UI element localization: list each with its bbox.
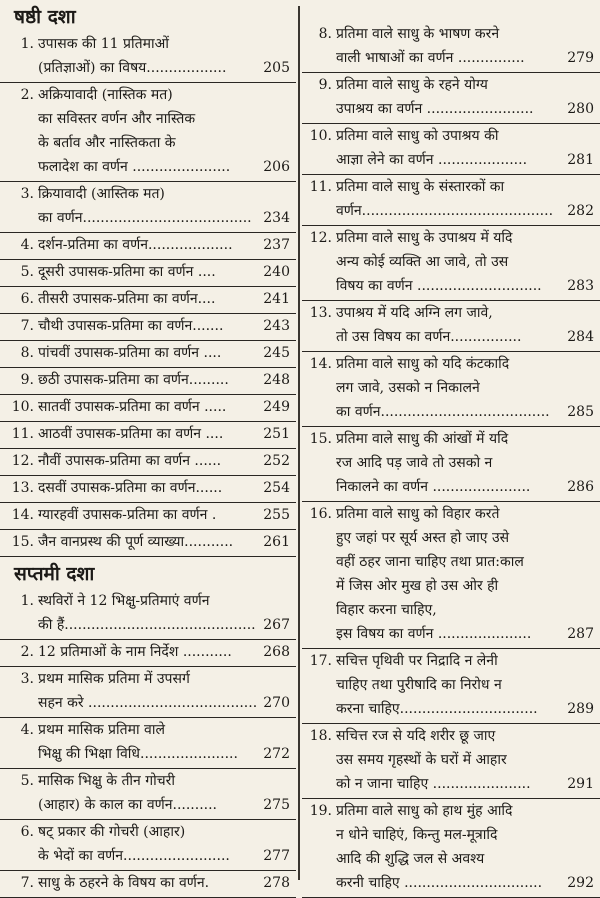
entry-title-line: रज आदि पड़ जावे तो उसको न	[336, 455, 493, 471]
entry-number: 8.	[318, 26, 332, 42]
entry-title-line: जैन वानप्रस्थ की पूर्ण व्याख्या...........	[38, 534, 234, 550]
entry-number: 13.	[11, 480, 34, 496]
entry-title-line: का सविस्तर वर्णन और नास्तिक	[38, 111, 196, 127]
toc-entry	[0, 83, 296, 182]
entry-number: 12.	[309, 230, 332, 246]
entry-title-line: फलादेश का वर्णन ......................	[38, 159, 231, 175]
toc-entry	[302, 301, 600, 352]
entry-title-line: सचित्त पृथिवी पर निद्रादि न लेनी	[336, 653, 498, 669]
entry-title-line: को न जाना चाहिए ......................	[336, 776, 531, 792]
page-number: 291	[564, 772, 594, 796]
entry-title-line: चौथी उपासक-प्रतिमा का वर्णन.......	[38, 318, 224, 334]
section-heading: षष्ठी दशा	[14, 6, 76, 28]
entry-number: 15.	[309, 431, 332, 447]
entry-title-line: सचित्त रज से यदि शरीर छू जाए	[336, 728, 496, 744]
toc-entry	[0, 314, 296, 341]
entry-title-line: के बर्ताव और नास्तिकता के	[38, 135, 176, 151]
page-number: 245	[260, 341, 290, 365]
toc-entry	[0, 368, 296, 395]
page-number: 234	[260, 206, 290, 230]
entry-title-line: स्थविरों ने 12 भिक्षु-प्रतिमाएं वर्णन	[38, 593, 210, 609]
entry-title-line: इस विषय का वर्णन .....................	[336, 626, 532, 642]
toc-entry	[0, 182, 296, 233]
entry-title-line: की हैं...........................................	[38, 617, 256, 633]
toc-entry	[302, 226, 600, 301]
entry-title-line: प्रतिमा वाले साधु को हाथ मुंह आदि	[336, 803, 513, 819]
page-number: 284	[564, 325, 594, 349]
entry-title-line: सातवीं उपासक-प्रतिमा का वर्णन .....	[38, 399, 227, 415]
entry-title-line: साधु के ठहरने के विषय का वर्णन.	[38, 875, 210, 891]
entry-title-line: का वर्णन......................................	[38, 210, 252, 226]
entry-number: 1.	[20, 593, 34, 609]
toc-entry	[302, 799, 600, 898]
entry-title-line: उपासक की 11 प्रतिमाओं	[38, 36, 169, 52]
page-number: 281	[564, 148, 594, 172]
toc-entry	[0, 503, 296, 530]
page-number: 252	[260, 449, 290, 473]
page-number: 267	[260, 613, 290, 637]
entry-title-line: न धोने चाहिएं, किन्तु मल-मूत्रादि	[336, 827, 498, 843]
entry-number: 3.	[20, 671, 34, 687]
entry-title-line: का वर्णन......................................	[336, 404, 550, 420]
entry-title-line: निकालने का वर्णन ......................	[336, 479, 531, 495]
entry-number: 7.	[20, 318, 34, 334]
page-number: 278	[260, 871, 290, 895]
entry-title-line: प्रतिमा वाले साधु को विहार करते	[336, 506, 500, 522]
page-number: 272	[260, 742, 290, 766]
toc-entry	[0, 871, 296, 898]
page-number: 243	[260, 314, 290, 338]
entry-title-line: प्रतिमा वाले साधु की आंखों में यदि	[336, 431, 509, 447]
entry-title-line: वर्णन...........................................	[336, 203, 554, 219]
entry-number: 9.	[318, 77, 332, 93]
entry-number: 10.	[309, 128, 332, 144]
entry-title-line: मासिक भिक्षु के तीन गोचरी	[38, 773, 176, 789]
page-number: 286	[564, 475, 594, 499]
toc-entry	[302, 22, 600, 73]
right-column	[300, 0, 600, 891]
entry-title-line: तो उस विषय का वर्णन................	[336, 329, 522, 345]
entry-title-line: क्रियावादी (आस्तिक मत)	[38, 186, 165, 202]
entry-number: 8.	[20, 345, 34, 361]
page-number: 280	[564, 97, 594, 121]
entry-title-line: उस समय गृहस्थों के घरों में आहार	[336, 752, 507, 768]
toc-entry	[302, 502, 600, 649]
toc-entry	[0, 640, 296, 667]
entry-title-line: भिक्षु की भिक्षा विधि......................	[38, 746, 238, 762]
toc-entry	[302, 724, 600, 799]
entry-title-line: प्रतिमा वाले साधु के उपाश्रय में यदि	[336, 230, 513, 246]
page-number: 292	[564, 871, 594, 895]
entry-number: 3.	[20, 186, 34, 202]
entry-number: 4.	[20, 237, 34, 253]
entry-title-line: वहीं ठहर जाना चाहिए तथा प्रात:काल	[336, 554, 524, 570]
entry-title-line: प्रतिमा वाले साधु को यदि कंटकादि	[336, 356, 510, 372]
toc-entry	[302, 175, 600, 226]
entry-number: 1.	[20, 36, 34, 52]
entry-number: 14.	[11, 507, 34, 523]
entry-title-line: छठी उपासक-प्रतिमा का वर्णन.........	[38, 372, 229, 388]
entry-number: 12.	[11, 453, 34, 469]
entry-title-line: (आहार) के काल का वर्णन..........	[38, 797, 217, 813]
entry-title-line: प्रथम मासिक प्रतिमा में उपसर्ग	[38, 671, 190, 687]
entry-title-line: उपाश्रय का वर्णन ........................	[336, 101, 534, 117]
toc-entry	[302, 649, 600, 724]
page-number: 237	[260, 233, 290, 257]
page-number: 283	[564, 274, 594, 298]
entry-number: 6.	[20, 824, 34, 840]
entry-title-line: वाली भाषाओं का वर्णन ...............	[336, 50, 525, 66]
toc-entry	[302, 427, 600, 502]
entry-title-line: प्रतिमा वाले साधु को उपाश्रय की	[336, 128, 499, 144]
toc-entry	[0, 667, 296, 718]
toc-entry	[0, 341, 296, 368]
entry-title-line: प्रतिमा वाले साधु के रहने योग्य	[336, 77, 488, 93]
page-number: 251	[260, 422, 290, 446]
entry-title-line: प्रतिमा वाले साधु के भाषण करने	[336, 26, 500, 42]
entry-title-line: दसवीं उपासक-प्रतिमा का वर्णन......	[38, 480, 223, 496]
toc-entry	[0, 287, 296, 314]
entry-title-line: 12 प्रतिमाओं के नाम निर्देश ...........	[38, 644, 232, 660]
entry-number: 2.	[20, 644, 34, 660]
toc-entry	[0, 395, 296, 422]
entry-number: 4.	[20, 722, 34, 738]
entry-number: 18.	[309, 728, 332, 744]
entry-title-line: तीसरी उपासक-प्रतिमा का वर्णन....	[38, 291, 216, 307]
entry-number: 11.	[11, 426, 34, 442]
page-number: 255	[260, 503, 290, 527]
page-number: 287	[564, 622, 594, 646]
entry-title-line: अन्य कोई व्यक्ति आ जावे, तो उस	[336, 254, 509, 270]
entry-title-line: सहन करे ......................................	[38, 695, 258, 711]
page-number: 205	[260, 56, 290, 80]
page-number: 240	[260, 260, 290, 284]
page-number: 248	[260, 368, 290, 392]
toc-entry	[302, 352, 600, 427]
entry-title-line: करना चाहिए...............................	[336, 701, 538, 717]
toc-entry	[0, 32, 296, 83]
page-number: 282	[564, 199, 594, 223]
entry-number: 19.	[309, 803, 332, 819]
entry-number: 14.	[309, 356, 332, 372]
toc-entry	[0, 589, 296, 640]
entry-title-line: विहार करना चाहिए,	[336, 602, 437, 618]
toc-entry	[302, 73, 600, 124]
entry-number: 10.	[11, 399, 34, 415]
page-number: 268	[260, 640, 290, 664]
entry-title-line: षट् प्रकार की गोचरी (आहार)	[38, 824, 186, 840]
entry-title-line: दर्शन-प्रतिमा का वर्णन...................	[38, 237, 233, 253]
entry-number: 9.	[20, 372, 34, 388]
entry-title-line: ग्यारहवीं उपासक-प्रतिमा का वर्णन .	[38, 507, 217, 523]
entry-title-line: आठवीं उपासक-प्रतिमा का वर्णन ....	[38, 426, 224, 442]
toc-entry	[0, 530, 296, 557]
entry-title-line: नौवीं उपासक-प्रतिमा का वर्णन ......	[38, 453, 222, 469]
entry-title-line: प्रथम मासिक प्रतिमा वाले	[38, 722, 165, 738]
entry-number: 17.	[309, 653, 332, 669]
entry-number: 7.	[20, 875, 34, 891]
page-number: 261	[260, 530, 290, 554]
entry-number: 13.	[309, 305, 332, 321]
page-number: 279	[564, 46, 594, 70]
entry-number: 15.	[11, 534, 34, 550]
entry-title-line: लग जावे, उसको न निकालने	[336, 380, 480, 396]
entry-number: 5.	[20, 264, 34, 280]
page-number: 254	[260, 476, 290, 500]
entry-number: 11.	[309, 179, 332, 195]
entry-number: 5.	[20, 773, 34, 789]
entry-title-line: दूसरी उपासक-प्रतिमा का वर्णन ....	[38, 264, 216, 280]
entry-title-line: में जिस ओर मुख हो उस ओर ही	[336, 578, 499, 594]
toc-entry	[0, 260, 296, 287]
toc-entry	[0, 718, 296, 769]
page-number: 289	[564, 697, 594, 721]
page-number: 241	[260, 287, 290, 311]
entry-number: 2.	[20, 87, 34, 103]
entry-title-line: उपाश्रय में यदि अग्नि लग जावे,	[336, 305, 493, 321]
page-number: 249	[260, 395, 290, 419]
entry-title-line: करनी चाहिए ...............................	[336, 875, 543, 891]
toc-entry	[0, 820, 296, 871]
section-heading: सप्तमी दशा	[14, 563, 95, 585]
page-number: 206	[260, 155, 290, 179]
page-number: 270	[260, 691, 290, 715]
entry-title-line: प्रतिमा वाले साधु के संस्तारकों का	[336, 179, 505, 195]
entry-title-line: (प्रतिज्ञाओं) का विषय..................	[38, 60, 227, 76]
page-number: 277	[260, 844, 290, 868]
toc-entry	[0, 769, 296, 820]
entry-title-line: के भेदों का वर्णन........................	[38, 848, 230, 864]
toc-entry	[0, 233, 296, 260]
entry-title-line: आज्ञा लेने का वर्णन ....................	[336, 152, 528, 168]
entry-title-line: चाहिए तथा पुरीषादि का निरोध न	[336, 677, 502, 693]
entry-title-line: हुए जहां पर सूर्य अस्त हो जाए उसे	[336, 530, 510, 546]
entry-number: 6.	[20, 291, 34, 307]
page-number: 275	[260, 793, 290, 817]
toc-entry	[0, 449, 296, 476]
left-column	[0, 0, 300, 891]
toc-entry	[0, 422, 296, 449]
toc-entry	[0, 476, 296, 503]
entry-title-line: विषय का वर्णन ............................	[336, 278, 542, 294]
page-number: 285	[564, 400, 594, 424]
entry-number: 16.	[309, 506, 332, 522]
entry-title-line: आदि की शुद्धि जल से अवश्य	[336, 851, 485, 867]
toc-entry	[302, 124, 600, 175]
entry-title-line: अक्रियावादी (नास्तिक मत)	[38, 87, 173, 103]
entry-title-line: पांचवीं उपासक-प्रतिमा का वर्णन ....	[38, 345, 222, 361]
